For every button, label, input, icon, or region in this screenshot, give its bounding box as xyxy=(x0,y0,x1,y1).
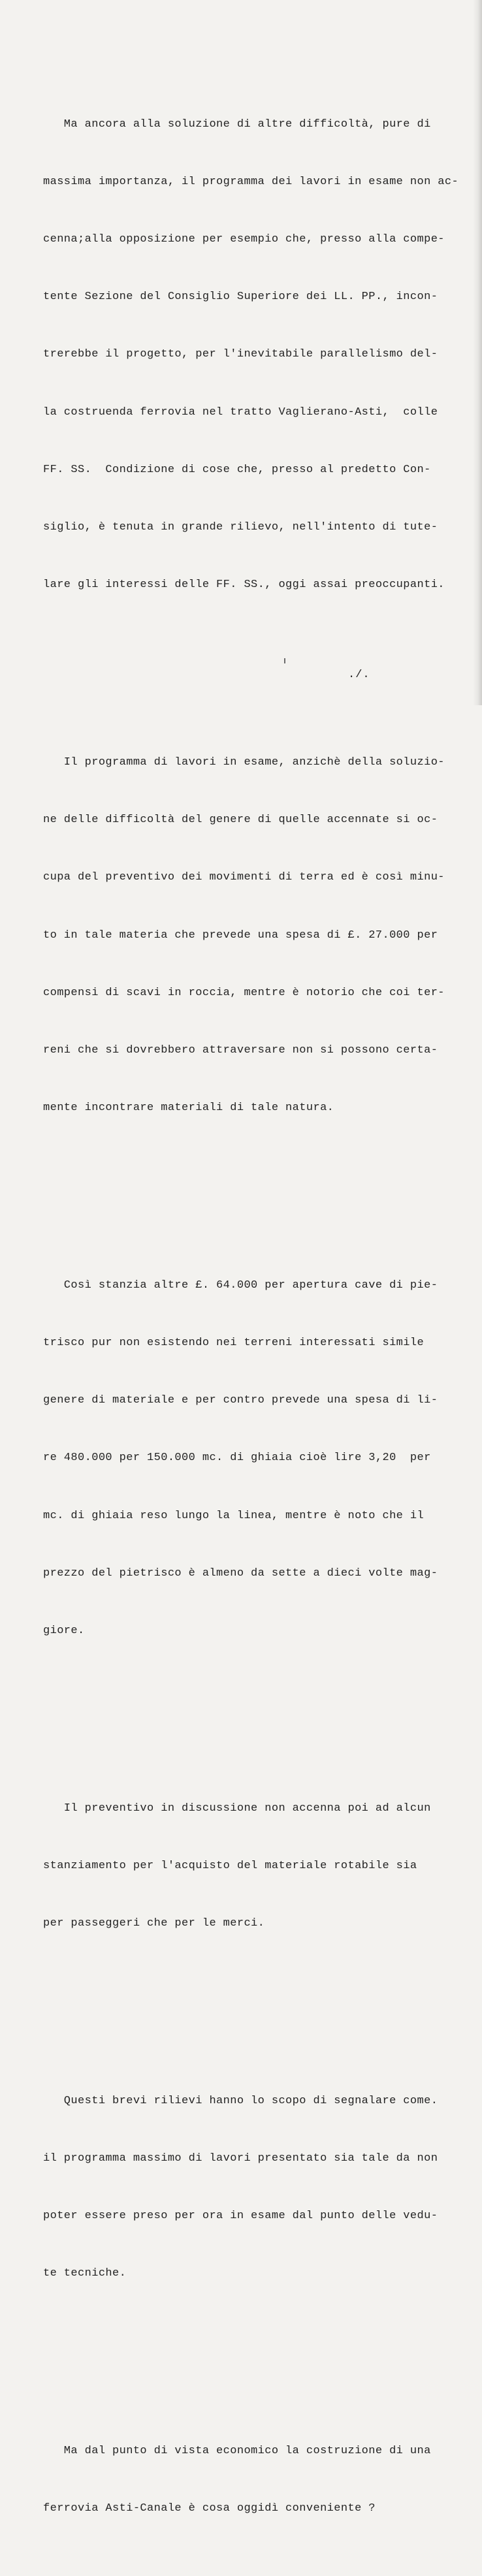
text-line: trisco pur non esistendo nei terreni interessati simile xyxy=(43,1336,425,1349)
text-line: mc. di ghiaia reso lungo la linea, mentre è noto che il xyxy=(43,1509,425,1522)
text-line: giore. xyxy=(43,1624,85,1637)
text-line: Il preventivo in discussione non accenna poi ad alcun xyxy=(43,1802,431,1815)
text-line: Ma ancora alla soluzione di altre difficoltà, pure di xyxy=(43,118,431,131)
text-line: ferrovia Asti-Canale è cosa oggidì conveniente ? xyxy=(43,2502,376,2515)
paragraph-6 xyxy=(43,2403,435,2556)
text-line: il programma massimo di lavori presentato sia tale da non xyxy=(43,2152,438,2165)
text-line: trerebbe il progetto, per l'inevitabile parallelismo del- xyxy=(43,348,438,361)
text-line: Così stanzia altre £. 64.000 per apertura cave di pie- xyxy=(43,1279,438,1292)
text-line: re 480.000 per 150.000 mc. di ghiaia cioè lire 3,20 per xyxy=(43,1452,431,1465)
paragraph-gap xyxy=(43,2360,435,2364)
ink-mark xyxy=(284,658,285,663)
paragraph-2 xyxy=(43,714,445,1156)
text-line: per passeggeri che per le merci. xyxy=(43,1917,265,1930)
text-line: te tecniche. xyxy=(43,2267,127,2280)
paragraph-gap xyxy=(43,1194,435,1199)
text-line: reni che si dovrebbero attraversare non si possono certa- xyxy=(43,1043,438,1057)
text-line: la costruenda ferrovia nel tratto Vaglierano-Asti, colle xyxy=(43,405,438,419)
text-line: Il programma di lavori in esame, anzichè della soluzio- xyxy=(43,755,445,769)
text-line: stanziamento per l'acquisto del materiale rotabile sia xyxy=(43,1859,417,1872)
page-edge-shadow xyxy=(473,0,482,705)
text-line: to in tale materia che prevede una spesa di £. 27.000 per xyxy=(43,929,438,942)
text-line: cenna;alla opposizione per esempio che, presso alla compe- xyxy=(43,233,445,246)
text-line: genere di materiale e per contro prevede una spesa di li- xyxy=(43,1394,438,1407)
text-line: siglio, è tenuta in grande rilievo, nell'intento di tute- xyxy=(43,521,438,534)
text-line: compensi di scavi in roccia, mentre è notorio che coi ter- xyxy=(43,986,445,999)
text-line: lare gli interessi delle FF. SS., oggi assai preoccupanti. xyxy=(43,579,445,592)
text-line: cupa del preventivo dei movimenti di terra ed è così minu- xyxy=(43,871,445,884)
paragraph-gap xyxy=(43,1717,435,1722)
text-line: Ma dal punto di vista economico la costruzione di una xyxy=(43,2444,431,2457)
text-line: mente incontrare materiali di tale natura. xyxy=(43,1102,334,1115)
paragraph-1 xyxy=(43,76,459,633)
text-line: FF. SS. Condizione di cose che, presso al predetto Con- xyxy=(43,463,431,476)
text-line: ne delle difficoltà del genere di quelle accennate si oc- xyxy=(43,814,438,827)
continuation-mark: ./. xyxy=(348,669,370,681)
text-line: massima importanza, il programma dei lavori in esame non ac- xyxy=(43,175,459,188)
paragraph-gap xyxy=(43,671,435,676)
text-line: tente Sezione del Consiglio Superiore dei LL. PP., incon- xyxy=(43,291,438,304)
text-line: prezzo del pietrisco è almeno da sette a dieci volte mag- xyxy=(43,1566,438,1580)
paragraph-3 xyxy=(43,1237,438,1679)
text-line: poter essere preso per ora in esame dal punto delle vedu- xyxy=(43,2210,438,2223)
paragraph-gap xyxy=(43,2010,435,2014)
paragraph-5 xyxy=(43,2053,438,2322)
text-line: Questi brevi rilievi hanno lo scopo di segnalare come. xyxy=(43,2094,438,2107)
paragraph-4 xyxy=(43,1760,435,1971)
typewritten-body xyxy=(43,38,459,2576)
